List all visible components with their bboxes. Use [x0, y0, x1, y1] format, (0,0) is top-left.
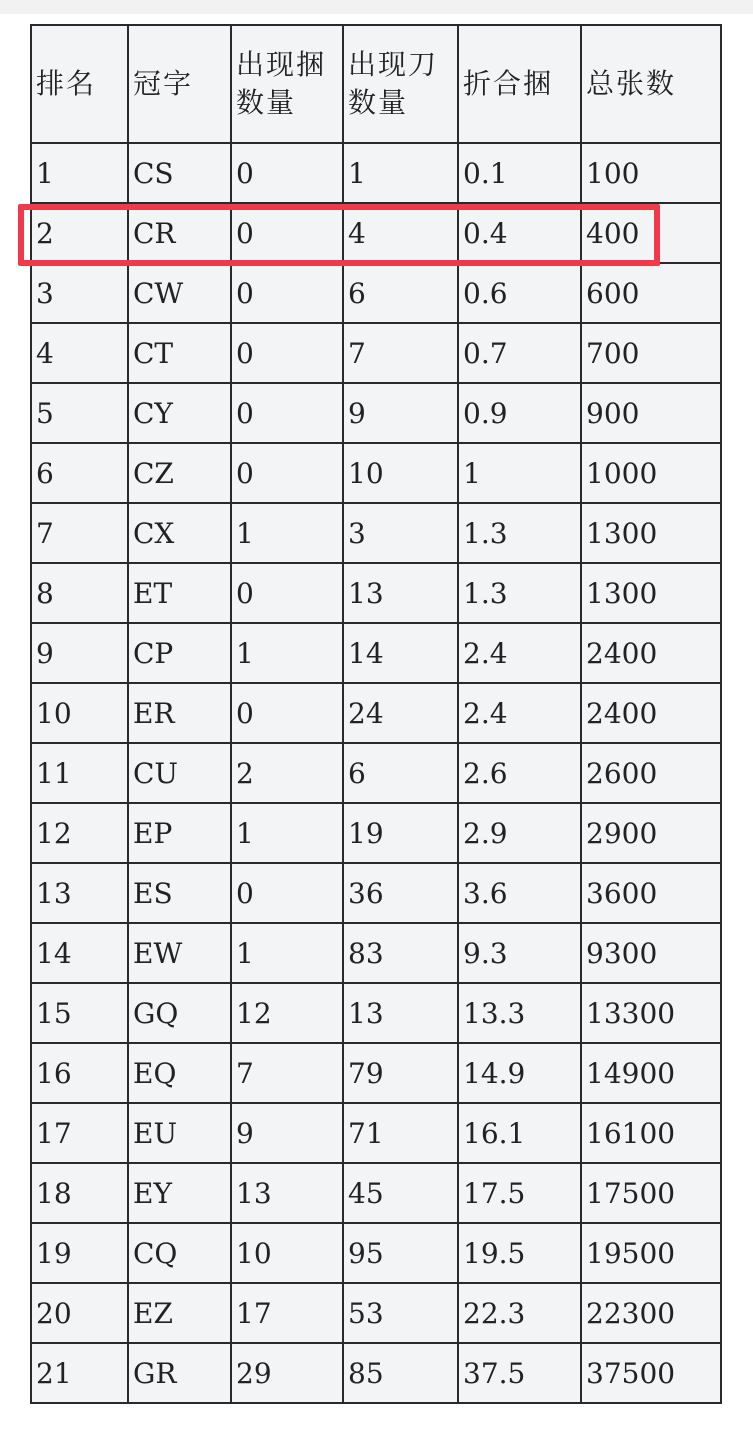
cell-equivalent-bundles: 2.4 — [458, 623, 581, 683]
cell-equivalent-bundles: 19.5 — [458, 1223, 581, 1283]
cell-total-sheets: 17500 — [581, 1163, 721, 1223]
cell-knife-count: 6 — [343, 263, 458, 323]
header-equivalent-bundles: 折合捆 — [458, 25, 581, 143]
cell-equivalent-bundles: 2.4 — [458, 683, 581, 743]
cell-knife-count: 14 — [343, 623, 458, 683]
table-row — [31, 503, 721, 563]
cell-equivalent-bundles: 1.3 — [458, 563, 581, 623]
table-row — [31, 983, 721, 1043]
cell-equivalent-bundles: 0.9 — [458, 383, 581, 443]
cell-bundle-count: 1 — [231, 803, 343, 863]
cell-equivalent-bundles: 13.3 — [458, 983, 581, 1043]
cell-equivalent-bundles: 0.1 — [458, 143, 581, 203]
cell-equivalent-bundles: 2.9 — [458, 803, 581, 863]
cell-rank: 18 — [31, 1163, 128, 1223]
cell-prefix: EZ — [128, 1283, 231, 1343]
table-row — [31, 923, 721, 983]
cell-total-sheets: 600 — [581, 263, 721, 323]
cell-bundle-count: 0 — [231, 863, 343, 923]
table-row — [31, 683, 721, 743]
cell-total-sheets: 2600 — [581, 743, 721, 803]
table-row — [31, 803, 721, 863]
cell-bundle-count: 17 — [231, 1283, 343, 1343]
cell-bundle-count: 10 — [231, 1223, 343, 1283]
cell-rank: 5 — [31, 383, 128, 443]
cell-total-sheets: 2400 — [581, 683, 721, 743]
cell-rank: 6 — [31, 443, 128, 503]
cell-prefix: CQ — [128, 1223, 231, 1283]
cell-prefix: GQ — [128, 983, 231, 1043]
table-row — [31, 1223, 721, 1283]
cell-bundle-count: 0 — [231, 683, 343, 743]
cell-total-sheets: 1300 — [581, 563, 721, 623]
cell-bundle-count: 0 — [231, 443, 343, 503]
cell-prefix: EY — [128, 1163, 231, 1223]
cell-knife-count: 24 — [343, 683, 458, 743]
cell-rank: 12 — [31, 803, 128, 863]
cell-total-sheets: 1000 — [581, 443, 721, 503]
cell-bundle-count: 0 — [231, 323, 343, 383]
header-prefix: 冠字 — [128, 25, 231, 143]
cell-knife-count: 45 — [343, 1163, 458, 1223]
cell-bundle-count: 9 — [231, 1103, 343, 1163]
cell-prefix: CZ — [128, 443, 231, 503]
table-row — [31, 323, 721, 383]
header-total-sheets: 总张数 — [581, 25, 721, 143]
cell-knife-count: 3 — [343, 503, 458, 563]
cell-rank: 14 — [31, 923, 128, 983]
header-rank: 排名 — [31, 25, 128, 143]
cell-equivalent-bundles: 0.4 — [458, 203, 581, 263]
cell-knife-count: 13 — [343, 983, 458, 1043]
cell-prefix: CY — [128, 383, 231, 443]
cell-knife-count: 13 — [343, 563, 458, 623]
cell-bundle-count: 29 — [231, 1343, 343, 1403]
cell-prefix: EU — [128, 1103, 231, 1163]
cell-equivalent-bundles: 1.3 — [458, 503, 581, 563]
cell-rank: 11 — [31, 743, 128, 803]
top-bar — [0, 0, 753, 14]
cell-knife-count: 7 — [343, 323, 458, 383]
header-knife-count: 出现刀数量 — [343, 25, 458, 143]
table-row — [31, 1283, 721, 1343]
cell-prefix: CX — [128, 503, 231, 563]
table-row — [31, 1343, 721, 1403]
table-row — [31, 863, 721, 923]
header-bundle-count: 出现捆数量 — [231, 25, 343, 143]
cell-prefix: CP — [128, 623, 231, 683]
cell-prefix: CR — [128, 203, 231, 263]
cell-rank: 20 — [31, 1283, 128, 1343]
cell-knife-count: 1 — [343, 143, 458, 203]
cell-equivalent-bundles: 9.3 — [458, 923, 581, 983]
cell-knife-count: 36 — [343, 863, 458, 923]
table-row — [31, 743, 721, 803]
cell-total-sheets: 3600 — [581, 863, 721, 923]
table-row — [31, 623, 721, 683]
cell-rank: 13 — [31, 863, 128, 923]
cell-knife-count: 53 — [343, 1283, 458, 1343]
header-row — [31, 25, 721, 143]
cell-bundle-count: 0 — [231, 563, 343, 623]
cell-prefix: CS — [128, 143, 231, 203]
table-row — [31, 443, 721, 503]
cell-prefix: CU — [128, 743, 231, 803]
cell-prefix: ER — [128, 683, 231, 743]
cell-total-sheets: 700 — [581, 323, 721, 383]
table-row — [31, 1043, 721, 1103]
cell-prefix: EP — [128, 803, 231, 863]
cell-rank: 7 — [31, 503, 128, 563]
cell-equivalent-bundles: 14.9 — [458, 1043, 581, 1103]
cell-total-sheets: 100 — [581, 143, 721, 203]
table-row — [31, 1163, 721, 1223]
cell-bundle-count: 1 — [231, 923, 343, 983]
cell-rank: 16 — [31, 1043, 128, 1103]
cell-rank: 21 — [31, 1343, 128, 1403]
cell-equivalent-bundles: 17.5 — [458, 1163, 581, 1223]
cell-bundle-count: 0 — [231, 263, 343, 323]
cell-rank: 8 — [31, 563, 128, 623]
cell-total-sheets: 19500 — [581, 1223, 721, 1283]
cell-rank: 17 — [31, 1103, 128, 1163]
cell-knife-count: 83 — [343, 923, 458, 983]
cell-bundle-count: 1 — [231, 623, 343, 683]
ranking-table — [30, 24, 722, 1404]
cell-knife-count: 71 — [343, 1103, 458, 1163]
table-row — [31, 263, 721, 323]
cell-equivalent-bundles: 22.3 — [458, 1283, 581, 1343]
table-row — [31, 563, 721, 623]
cell-rank: 15 — [31, 983, 128, 1043]
cell-total-sheets: 9300 — [581, 923, 721, 983]
cell-prefix: ES — [128, 863, 231, 923]
cell-bundle-count: 0 — [231, 383, 343, 443]
cell-total-sheets: 13300 — [581, 983, 721, 1043]
cell-bundle-count: 13 — [231, 1163, 343, 1223]
cell-prefix: CW — [128, 263, 231, 323]
cell-rank: 19 — [31, 1223, 128, 1283]
cell-total-sheets: 2900 — [581, 803, 721, 863]
cell-prefix: ET — [128, 563, 231, 623]
cell-rank: 2 — [31, 203, 128, 263]
cell-total-sheets: 400 — [581, 203, 721, 263]
cell-total-sheets: 14900 — [581, 1043, 721, 1103]
cell-prefix: GR — [128, 1343, 231, 1403]
cell-bundle-count: 0 — [231, 203, 343, 263]
cell-knife-count: 79 — [343, 1043, 458, 1103]
cell-rank: 4 — [31, 323, 128, 383]
cell-rank: 10 — [31, 683, 128, 743]
cell-rank: 3 — [31, 263, 128, 323]
cell-equivalent-bundles: 3.6 — [458, 863, 581, 923]
cell-total-sheets: 16100 — [581, 1103, 721, 1163]
cell-total-sheets: 900 — [581, 383, 721, 443]
cell-bundle-count: 7 — [231, 1043, 343, 1103]
cell-knife-count: 10 — [343, 443, 458, 503]
cell-equivalent-bundles: 0.6 — [458, 263, 581, 323]
cell-knife-count: 6 — [343, 743, 458, 803]
cell-prefix: EW — [128, 923, 231, 983]
table-row — [31, 1103, 721, 1163]
table-row — [31, 203, 721, 263]
table-row — [31, 383, 721, 443]
cell-equivalent-bundles: 2.6 — [458, 743, 581, 803]
table-row — [31, 143, 721, 203]
cell-rank: 9 — [31, 623, 128, 683]
cell-knife-count: 4 — [343, 203, 458, 263]
cell-prefix: CT — [128, 323, 231, 383]
cell-bundle-count: 2 — [231, 743, 343, 803]
cell-equivalent-bundles: 1 — [458, 443, 581, 503]
cell-knife-count: 19 — [343, 803, 458, 863]
cell-equivalent-bundles: 0.7 — [458, 323, 581, 383]
cell-knife-count: 95 — [343, 1223, 458, 1283]
cell-prefix: EQ — [128, 1043, 231, 1103]
cell-knife-count: 85 — [343, 1343, 458, 1403]
cell-equivalent-bundles: 16.1 — [458, 1103, 581, 1163]
cell-knife-count: 9 — [343, 383, 458, 443]
cell-equivalent-bundles: 37.5 — [458, 1343, 581, 1403]
cell-rank: 1 — [31, 143, 128, 203]
cell-total-sheets: 37500 — [581, 1343, 721, 1403]
cell-total-sheets: 1300 — [581, 503, 721, 563]
cell-total-sheets: 2400 — [581, 623, 721, 683]
cell-bundle-count: 0 — [231, 143, 343, 203]
cell-bundle-count: 12 — [231, 983, 343, 1043]
cell-total-sheets: 22300 — [581, 1283, 721, 1343]
cell-bundle-count: 1 — [231, 503, 343, 563]
